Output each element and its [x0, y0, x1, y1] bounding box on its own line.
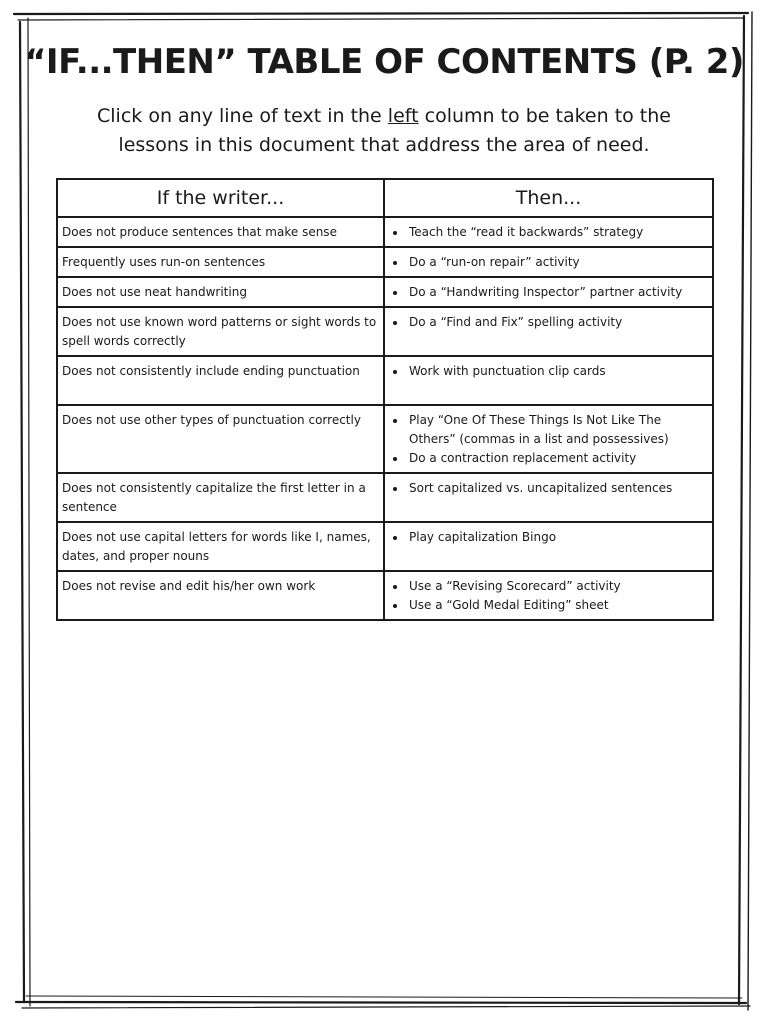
- action-item: • Do a contraction replacement activity: [407, 449, 708, 468]
- action-cell: [384, 277, 713, 307]
- table-row: [57, 247, 713, 277]
- action-item: • Teach the “read it backwards” strategy: [407, 223, 708, 242]
- action-cell: [384, 217, 713, 247]
- action-list: [389, 223, 708, 242]
- action-list: [389, 528, 708, 547]
- action-cell: [384, 522, 713, 571]
- table-header-row: [57, 179, 713, 217]
- action-item: • Play capitalization Bingo: [407, 528, 708, 547]
- action-list: [389, 577, 708, 615]
- table-row: [57, 307, 713, 356]
- table-row: [57, 522, 713, 571]
- condition-link[interactable]: Does not revise and edit his/her own work: [57, 571, 384, 620]
- action-list: [389, 313, 708, 332]
- action-cell: [384, 405, 713, 473]
- instructions-text-part1: Click on any line of text in the: [97, 105, 388, 127]
- action-item: • Use a “Revising Scorecard” activity: [407, 577, 708, 596]
- instructions-text-part2: column to be taken to the lessons in this document that address the area of need.: [118, 105, 671, 156]
- table-row: [57, 571, 713, 620]
- if-then-table: [56, 178, 714, 621]
- action-cell: [384, 247, 713, 277]
- table-row: [57, 356, 713, 405]
- action-item: • Work with punctuation clip cards: [407, 362, 708, 381]
- action-list: [389, 283, 708, 302]
- action-list: [389, 253, 708, 272]
- action-item: • Play “One Of These Things Is Not Like The Others” (commas in a list and possessives): [407, 411, 708, 449]
- condition-link[interactable]: Does not produce sentences that make sense: [57, 217, 384, 247]
- action-item: • Sort capitalized vs. uncapitalized sentences: [407, 479, 708, 498]
- action-item: • Do a “Find and Fix” spelling activity: [407, 313, 708, 332]
- condition-link[interactable]: Does not use neat handwriting: [57, 277, 384, 307]
- condition-link[interactable]: Does not consistently include ending punctuation: [57, 356, 384, 405]
- action-list: [389, 362, 708, 381]
- column-header-then: Then...: [384, 179, 713, 217]
- condition-link[interactable]: Frequently uses run-on sentences: [57, 247, 384, 277]
- table-row: [57, 405, 713, 473]
- condition-link[interactable]: Does not use other types of punctuation correctly: [57, 405, 384, 473]
- column-header-if: If the writer...: [57, 179, 384, 217]
- action-cell: [384, 571, 713, 620]
- left-underlined-word: left: [387, 105, 419, 127]
- condition-link[interactable]: Does not use capital letters for words like I, names, dates, and proper nouns: [57, 522, 384, 571]
- page-title: “IF...THEN” TABLE OF CONTENTS (P. 2): [24, 42, 744, 82]
- action-list: [389, 411, 708, 468]
- condition-link[interactable]: Does not use known word patterns or sight words to spell words correctly: [57, 307, 384, 356]
- action-cell: [384, 356, 713, 405]
- action-item: • Do a “run-on repair” activity: [407, 253, 708, 272]
- action-item: • Do a “Handwriting Inspector” partner activity: [407, 283, 708, 302]
- action-list: [389, 479, 708, 498]
- action-item: • Use a “Gold Medal Editing” sheet: [407, 596, 708, 615]
- table-row: [57, 217, 713, 247]
- action-cell: [384, 307, 713, 356]
- action-cell: [384, 473, 713, 522]
- table-row: [57, 473, 713, 522]
- table-row: [57, 277, 713, 307]
- instructions-text: [70, 102, 698, 160]
- condition-link[interactable]: Does not consistently capitalize the first letter in a sentence: [57, 473, 384, 522]
